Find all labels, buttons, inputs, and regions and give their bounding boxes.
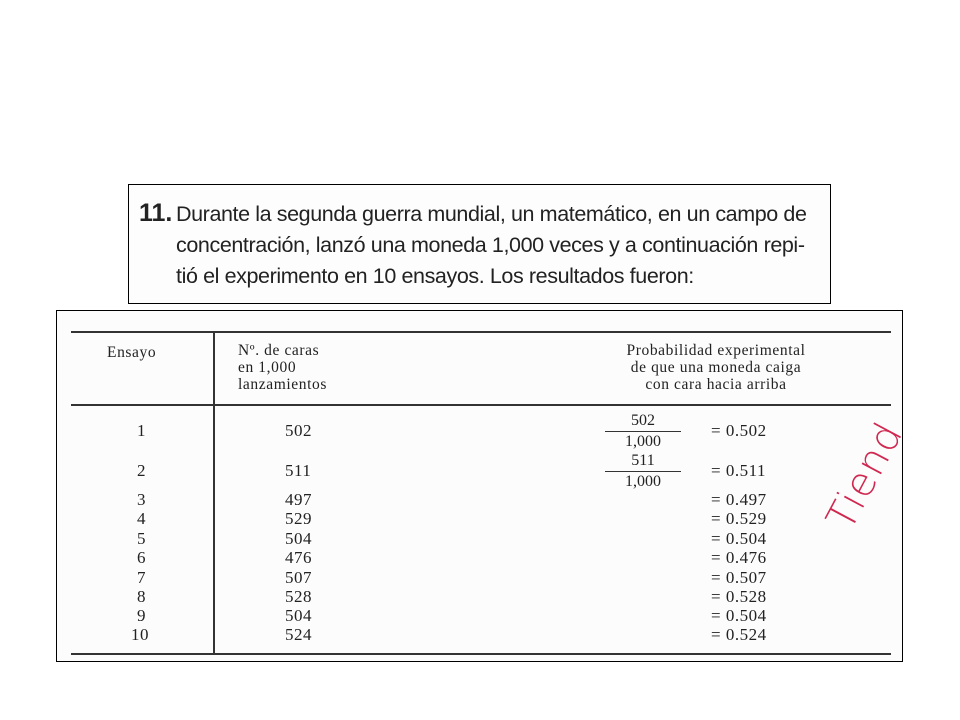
table-cell-caras: 504 (285, 606, 312, 625)
results-table (56, 310, 903, 662)
header-line: con cara hacia arriba (645, 376, 787, 393)
fraction-numerator: 502 (631, 412, 655, 429)
table-cell-probabilidad: = 0.511 (711, 461, 766, 480)
table-cell-probabilidad: = 0.504 (711, 529, 767, 548)
table-cell-ensayo: 6 (137, 548, 146, 567)
header-probabilidad (562, 342, 870, 393)
problem-line: tió el experimento en 10 ensayos. Los resultados fueron: (176, 264, 694, 288)
table-cell-probabilidad: = 0.504 (711, 606, 767, 625)
table-cell-ensayo: 1 (137, 421, 146, 440)
table-cell-caras: 497 (285, 490, 312, 509)
table-cell-ensayo: 9 (137, 606, 146, 625)
top-rule (71, 331, 891, 333)
table-cell-probabilidad: = 0.502 (711, 421, 767, 440)
table-cell-caras: 476 (285, 548, 312, 567)
header-line: Probabilidad experimental (626, 342, 806, 359)
header-line: Nº. de caras (238, 342, 320, 359)
table-cell-ensayo: 10 (131, 625, 149, 644)
table-cell-probabilidad: = 0.507 (711, 568, 767, 587)
header-line: en 1,000 (238, 359, 297, 376)
table-cell-ensayo: 3 (137, 490, 146, 509)
problem-line: concentración, lanzó una moneda 1,000 veces y a continuación repi- (176, 233, 805, 257)
problem-number: 11. (139, 199, 173, 227)
fraction-denominator: 1,000 (625, 473, 661, 491)
fraction-numerator: 511 (631, 452, 655, 469)
table-cell-probabilidad: = 0.476 (711, 548, 767, 567)
handwritten-annotation: Tiend (818, 414, 913, 538)
fraction-bar (605, 431, 681, 432)
problem-statement-box (128, 184, 831, 304)
table-cell-ensayo: 2 (137, 461, 146, 480)
table-cell-caras: 504 (285, 529, 312, 548)
table-cell-probabilidad: = 0.528 (711, 587, 767, 606)
problem-line: Durante la segunda guerra mundial, un matemático, en un campo de (176, 202, 807, 226)
table-cell-caras: 502 (285, 421, 312, 440)
table-cell-ensayo: 8 (137, 587, 146, 606)
header-line: de que una moneda caiga (630, 359, 802, 376)
table-cell-caras: 529 (285, 509, 312, 528)
fraction-denominator: 1,000 (625, 433, 661, 451)
table-cell-probabilidad: = 0.524 (711, 625, 767, 644)
fraction-row-2 (605, 452, 681, 491)
fraction-bar (605, 471, 681, 472)
table-cell-probabilidad: = 0.497 (711, 490, 767, 509)
table-cell-caras: 528 (285, 587, 312, 606)
fraction-row-1 (605, 412, 681, 451)
header-line: lanzamientos (238, 376, 327, 393)
table-cell-caras: 507 (285, 568, 312, 587)
header-ensayo (107, 344, 156, 361)
problem-text (176, 199, 826, 292)
table-cell-ensayo: 7 (137, 568, 146, 587)
bottom-rule (71, 653, 891, 655)
table-cell-ensayo: 5 (137, 529, 146, 548)
table-cell-caras: 524 (285, 625, 312, 644)
header-rule (71, 404, 891, 406)
column-divider (213, 331, 215, 653)
header-caras (238, 342, 327, 393)
header-line: Ensayo (107, 344, 157, 361)
table-cell-ensayo: 4 (137, 509, 146, 528)
table-cell-caras: 511 (285, 461, 312, 480)
table-cell-probabilidad: = 0.529 (711, 509, 767, 528)
